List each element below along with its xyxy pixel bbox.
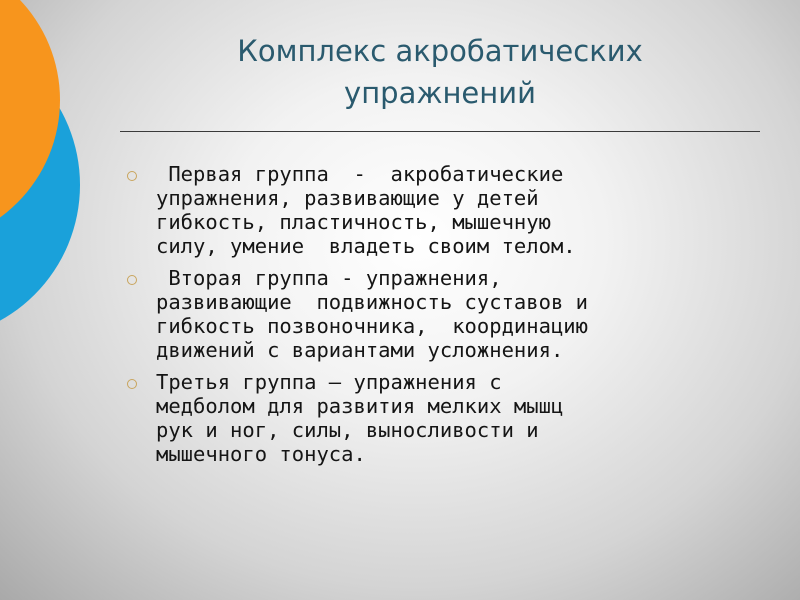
title-divider	[120, 131, 760, 132]
slide-title	[120, 30, 760, 114]
bullet-item-1	[127, 162, 747, 258]
bullet-item-3	[127, 370, 747, 466]
bullet-line: медболом для развития мелких мышц	[156, 394, 564, 418]
bullet-circle-icon	[127, 171, 137, 181]
bullet-line: Первая группа - акробатические	[156, 162, 564, 186]
bullet-text	[156, 370, 563, 466]
bullet-line: развивающие подвижность суставов и	[156, 290, 588, 314]
bullet-line: силу, умение владеть своим телом.	[156, 234, 576, 258]
bullet-line: упражнения, развивающие у детей	[156, 186, 539, 210]
bullet-line: Вторая группа - упражнения,	[156, 266, 502, 290]
bullet-line: гибкость позвоночника, координацию	[156, 314, 588, 338]
bullet-line: Третья группа – упражнения с	[156, 370, 502, 394]
bullet-line: мышечного тонуса.	[156, 442, 366, 466]
bullet-circle-icon	[127, 275, 137, 285]
bullet-line: движений с вариантами усложнения.	[156, 338, 564, 362]
bullet-text	[156, 162, 576, 258]
bullet-text	[156, 266, 588, 362]
bullet-line: гибкость, пластичность, мышечную	[156, 210, 551, 234]
bullet-line: рук и ног, силы, выносливости и	[156, 418, 539, 442]
bullet-circle-icon	[127, 379, 137, 389]
title-line-1: Комплекс акробатических	[237, 34, 643, 68]
title-line-2: упражнений	[344, 76, 536, 110]
bullet-item-2	[127, 266, 747, 362]
bullet-list	[127, 162, 747, 474]
